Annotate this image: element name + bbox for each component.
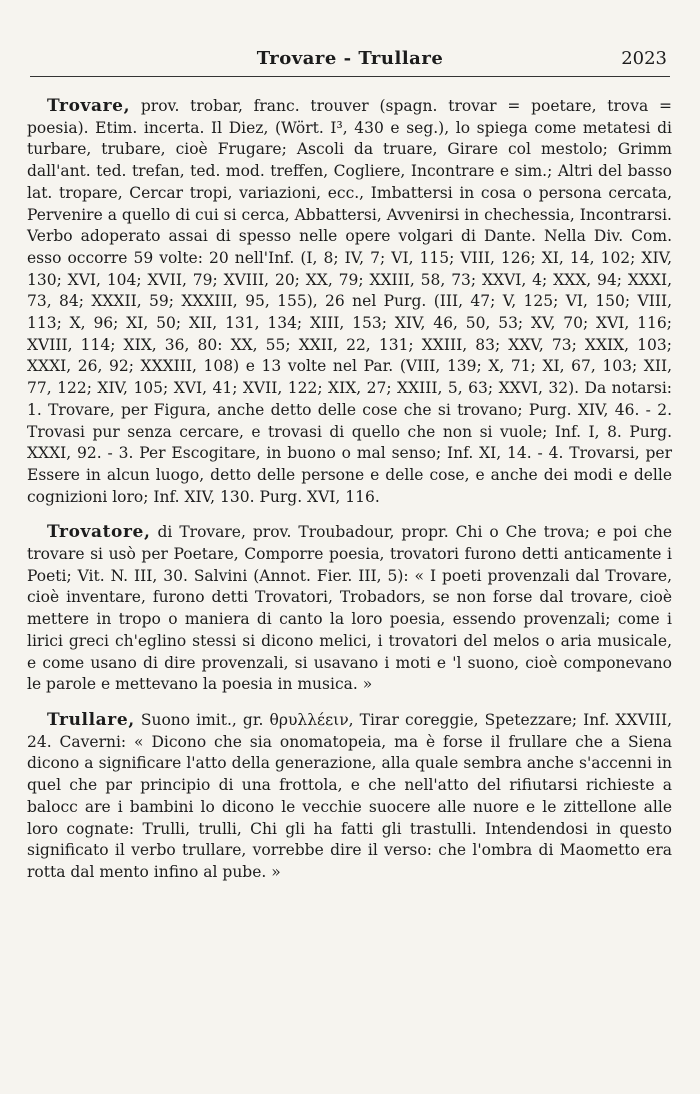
entry-trovare (27, 96, 672, 508)
entries-body (27, 96, 672, 898)
entry-text: prov. trobar, franc. trouver (spagn. trovar = poetare, trova = poesia). Etim. incerta. Il Diez, (Wört. I³, 430 e seg.), lo spiega come metatesi di turbare, trubare, cioè Frugare; Ascoli da truare, Girare col mestolo; Grimm dall'ant. ted. trefan, ted. mod. treffen, Cogliere, Incontrare e sim.; Altri del basso lat. tropare, Cercar tropi, variazioni, ecc., Imbattersi in cosa o persona cercata, Pervenire a quello di cui si cerca, Abbattersi, Avvenirsi in chechessia, Incontrarsi. Verbo adoperato assai di spesso nelle opere volgari di Dante. Nella Div. Com. esso occorre 59 volte: 20 nell'Inf. (I, 8; IV, 7; VI, 115; VIII, 126; XI, 14, 102; XIV, 130; XVI, 104; XVII, 79; XVIII, 20; XX, 79; XXIII, 58, 73; XXVI, 4; XXX, 94; XXXI, 73, 84; XXXII, 59; XXXIII, 95, 155), 26 nel Purg. (III, 47; V, 125; VI, 150; VIII, 113; X, 96; XI, 50; XII, 131, 134; XIII, 153; XIV, 46, 50, 53; XV, 70; XVI, 116; XVIII, 114; XIX, 36, 80: XX, 55; XXII, 22, 131; XXIII, 83; XXV, 73; XXIX, 103; XXXI, 26, 92; XXXIII, 108) e 13 volte nel Par. (VIII, 139; X, 71; XI, 67, 103; XII, 77, 122; XIV, 105; XVI, 41; XVII, 122; XIX, 27; XXIII, 5, 63; XXVI, 32). Da notarsi: 1. Trovare, per Figura, anche detto delle cose che si trovano; Purg. XIV, 46. - 2. Trovasi pur senza cercare, e trovasi di quello che non si vuole; Inf. I, 8. Purg. XXXI, 92. - 3. Per Escogitare, in buono o mal senso; Inf. XI, 14. - 4. Trovarsi, per Essere in alcun luogo, detto delle persone e delle cose, e anche dei modi e delle cognizioni loro; Inf. XIV, 130. Purg. XVI, 116. (27, 97, 672, 506)
entry-text: di Trovare, prov. Troubadour, propr. Chi o Che trova; e poi che trovare si usò per Poetare, Comporre poesia, trovatori furono detti anticamente i Poeti; Vit. N. III, 30. Salvini (Annot. Fier. III, 5): « I poeti provenzali dal Trovare, cioè inventare, furono detti Trovatori, Trobadors, se non forse dal trovare, cioè mettere in tropo o maniera di canto la loro poesia, essendo provenzali; come i lirici greci ch'eglino stessi si dicono melici, i trovatori del melos o aria musicale, e come usano di dire provenzali, si usavano i moti e 'l suono, cioè componevano le parole e mettevano la poesia in musica. » (27, 523, 672, 694)
page-number: 2023 (621, 48, 667, 69)
running-header (30, 40, 670, 80)
headword: Trovatore, (47, 522, 151, 543)
entry-text: Suono imit., gr. θρυλλέειν, Tirar coreggie, Spetezzare; Inf. XXVIII, 24. Caverni: « Dicono che sia onomatopeia, ma è forse il frullare che a Siena dicono a significare l'atto della generazione, alla quale sembra anche s'accenni in quel che par principio di una frottola, e che nell'atto del rifiutarsi richieste a balocc are i bambini lo dicono le vecchie suocere alle nuore e le zittellone alle loro cognate: Trulli, trulli, Chi gli ha fatti gli trastulli. Intendendosi in questo significato il verbo trullare, vorrebbe dire il verso: che l'ombra di Maometto era rotta dal mento infino al pube. » (27, 710, 672, 881)
entry-trullare (27, 710, 672, 884)
headword: Trullare, (47, 709, 135, 730)
header-rule (30, 76, 670, 77)
entry-trovatore (27, 522, 672, 696)
headword: Trovare, (47, 96, 131, 116)
running-title: Trovare - Trullare (256, 48, 444, 69)
